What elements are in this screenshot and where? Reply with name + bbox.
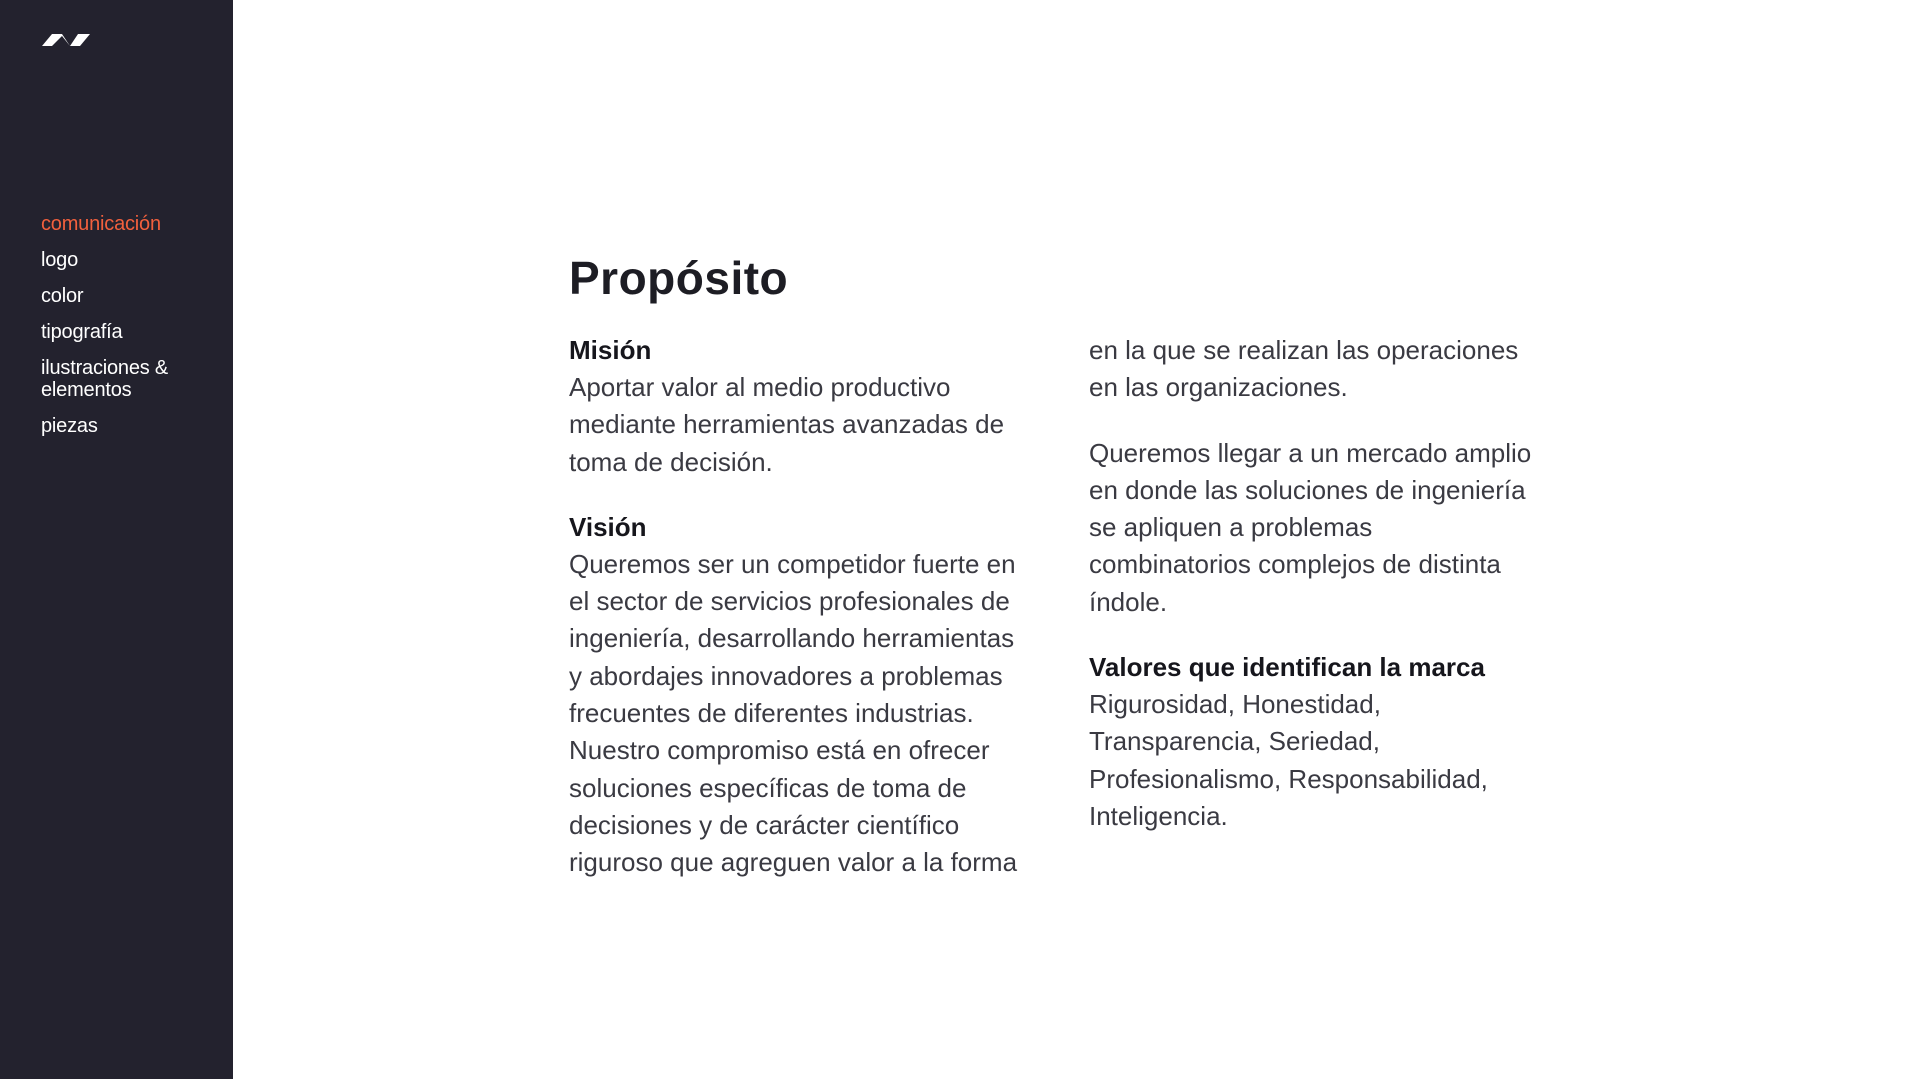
- vision-section: [569, 509, 1059, 882]
- nav-item-comunicacion[interactable]: comunicación: [41, 213, 161, 235]
- mision-text: Aportar valor al medio productivo mediante herramientas avanzadas de toma de decisión.: [569, 372, 1005, 477]
- nav-item-logo[interactable]: logo: [41, 249, 79, 271]
- nav-item-ilustraciones[interactable]: ilustraciones & elementos: [41, 357, 169, 401]
- mision-heading: Misión: [569, 335, 652, 365]
- mercado-section: [1089, 435, 1579, 621]
- left-column: [569, 332, 1059, 910]
- page-title: Propósito: [569, 252, 789, 304]
- sidebar: [0, 0, 233, 1079]
- sidebar-nav: [41, 213, 191, 451]
- valores-heading: Valores que identifican la marca: [1089, 652, 1485, 683]
- wave-logo-icon[interactable]: [40, 28, 94, 52]
- nav-item-piezas[interactable]: piezas: [41, 415, 98, 437]
- mercado-text: Queremos llegar a un mercado amplio en donde las soluciones de ingeniería se apliquen a problemas combinatorios complejos de distinta índole.: [1089, 437, 1532, 617]
- valores-section: [1089, 649, 1579, 835]
- right-column: [1089, 332, 1579, 863]
- mision-section: [569, 332, 1059, 481]
- valores-text: Rigurosidad, Honestidad, Transparencia, Seriedad, Profesionalismo, Responsabilidad, Inteligencia.: [1089, 689, 1488, 831]
- vision-continued-text: en la que se realizan las operaciones en las organizaciones.: [1089, 335, 1519, 403]
- vision-continued-section: [1089, 332, 1579, 407]
- main-content: [569, 250, 1579, 878]
- nav-item-color[interactable]: color: [41, 285, 84, 307]
- vision-heading: Visión: [569, 511, 647, 542]
- vision-text: Queremos ser un competidor fuerte en el sector de servicios profesionales de ingeniería, desarrollando herramientas y abordajes innovadores a problemas frecuentes de diferentes industrias. Nuestro compromiso está en ofrecer soluciones específicas de toma de decisiones y de carácter científico riguroso que agreguen valor a la forma: [569, 548, 1018, 878]
- nav-item-tipografia[interactable]: tipografía: [41, 321, 123, 343]
